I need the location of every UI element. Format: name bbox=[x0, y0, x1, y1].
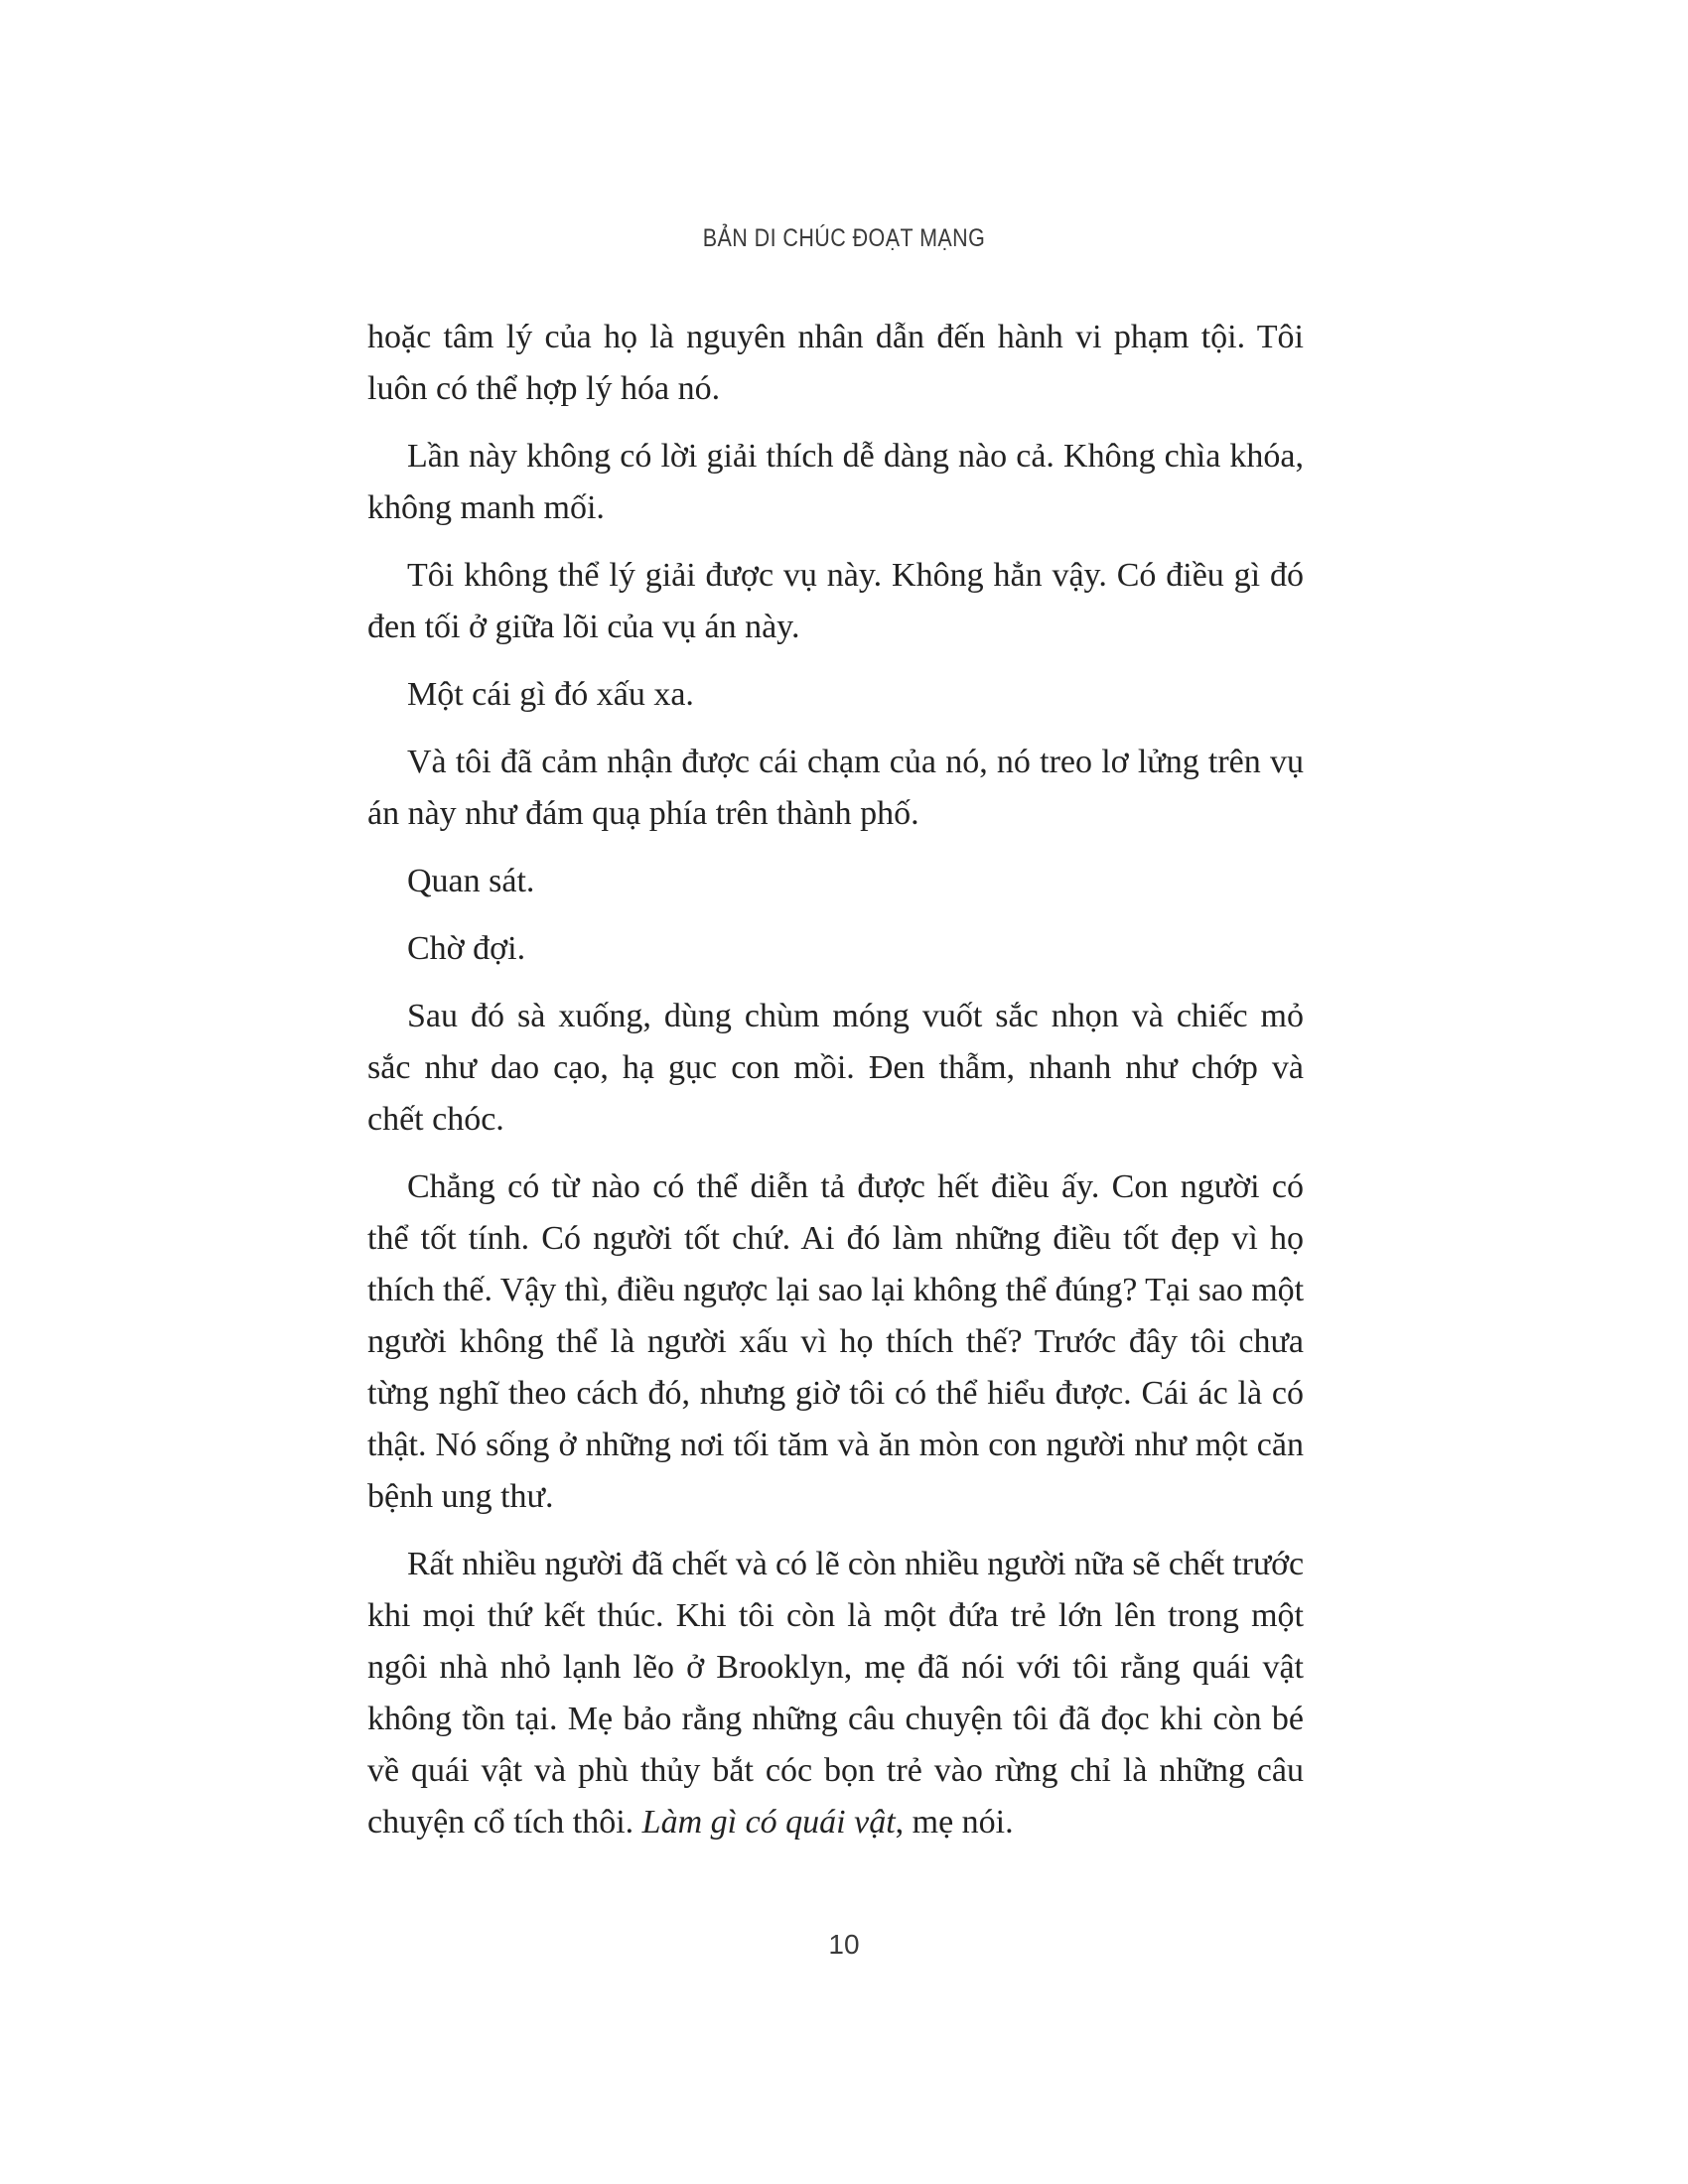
text-line: thể tốt tính. Có người tốt chứ. Ai đó làm những điều tốt đẹp vì họ bbox=[367, 1220, 1304, 1257]
paragraph-2 bbox=[367, 431, 1304, 534]
text-line: ngôi nhà nhỏ lạnh lẽo ở Brooklyn, mẹ đã nói với tôi rằng quái vật bbox=[367, 1649, 1304, 1686]
text-line: từng nghĩ theo cách đó, nhưng giờ tôi có thể hiểu được. Cái ác là có bbox=[367, 1375, 1304, 1412]
paragraph-6 bbox=[367, 856, 1304, 907]
italic-quote: Làm gì có quái vật bbox=[641, 1804, 896, 1841]
text-line: người không thể là người xấu vì họ thích thế? Trước đây tôi chưa bbox=[367, 1323, 1304, 1360]
paragraph-5 bbox=[367, 737, 1304, 840]
paragraph-1 bbox=[367, 312, 1304, 415]
paragraph-3 bbox=[367, 550, 1304, 653]
text-line: đen tối ở giữa lõi của vụ án này. bbox=[367, 609, 800, 645]
text-line: Lần này không có lời giải thích dễ dàng nào cả. Không chìa khóa, bbox=[407, 438, 1304, 475]
text-line: Và tôi đã cảm nhận được cái chạm của nó, nó treo lơ lửng trên vụ bbox=[407, 744, 1304, 780]
body-text bbox=[367, 312, 1304, 1864]
text-line: về quái vật và phù thủy bắt cóc bọn trẻ vào rừng chỉ là những câu bbox=[367, 1752, 1304, 1789]
text-line bbox=[367, 1797, 1304, 1848]
paragraph-4 bbox=[367, 669, 1304, 721]
text-line: sắc như dao cạo, hạ gục con mồi. Đen thẫm, nhanh như chớp và bbox=[367, 1049, 1304, 1086]
text-line: Sau đó sà xuống, dùng chùm móng vuốt sắc nhọn và chiếc mỏ bbox=[407, 998, 1304, 1034]
text-line: chết chóc. bbox=[367, 1101, 504, 1138]
text-line: Tôi không thể lý giải được vụ này. Không hẳn vậy. Có điều gì đó bbox=[407, 557, 1304, 594]
text-line: bệnh ung thư. bbox=[367, 1478, 554, 1515]
paragraph-10 bbox=[367, 1539, 1304, 1848]
text-line: Chẳng có từ nào có thể diễn tả được hết điều ấy. Con người có bbox=[407, 1168, 1304, 1205]
page-number: 10 bbox=[828, 1929, 860, 1960]
text-line: thật. Nó sống ở những nơi tối tăm và ăn mòn con người như một căn bbox=[367, 1427, 1304, 1463]
text-line: không manh mối. bbox=[367, 489, 605, 526]
text-line: Rất nhiều người đã chết và có lẽ còn nhiều người nữa sẽ chết trước bbox=[407, 1546, 1304, 1582]
text-line: hoặc tâm lý của họ là nguyên nhân dẫn đến hành vi phạm tội. Tôi bbox=[367, 319, 1304, 355]
text-line: Một cái gì đó xấu xa. bbox=[407, 676, 694, 713]
paragraph-8 bbox=[367, 991, 1304, 1146]
text-line: Chờ đợi. bbox=[407, 930, 526, 967]
text-line: thích thế. Vậy thì, điều ngược lại sao lại không thể đúng? Tại sao một bbox=[367, 1272, 1304, 1308]
text-line: luôn có thể hợp lý hóa nó. bbox=[367, 370, 721, 407]
text-line: Quan sát. bbox=[407, 863, 535, 899]
running-header: BẢN DI CHÚC ĐOẠT MẠNG bbox=[702, 224, 986, 252]
text-run: chuyện cổ tích thôi. bbox=[367, 1804, 642, 1841]
paragraph-9 bbox=[367, 1161, 1304, 1523]
text-line: khi mọi thứ kết thúc. Khi tôi còn là một đứa trẻ lớn lên trong một bbox=[367, 1597, 1304, 1634]
text-run: , mẹ nói. bbox=[895, 1804, 1014, 1841]
text-line: án này như đám quạ phía trên thành phố. bbox=[367, 795, 919, 832]
paragraph-7 bbox=[367, 923, 1304, 975]
text-line: không tồn tại. Mẹ bảo rằng những câu chuyện tôi đã đọc khi còn bé bbox=[367, 1701, 1304, 1737]
